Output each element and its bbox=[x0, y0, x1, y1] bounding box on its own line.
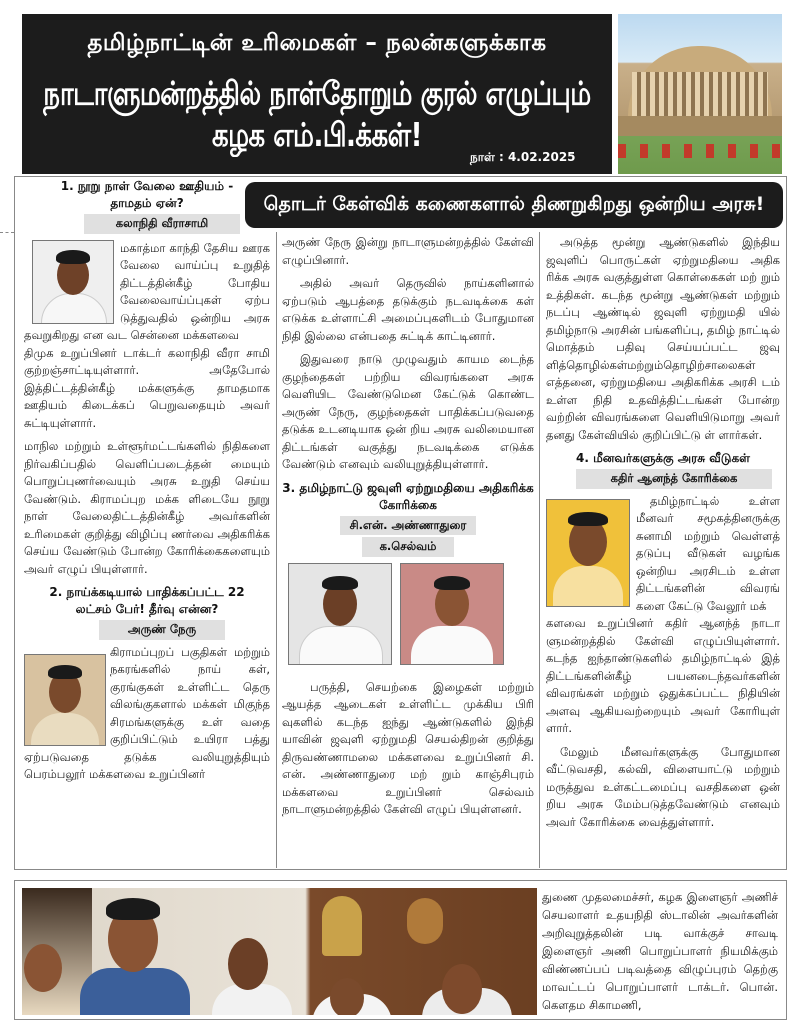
item-4-heading: 4. மீனவர்களுக்கு அரசு வீடுகள் bbox=[575, 451, 750, 465]
item-3-heading: 3. தமிழ்நாட்டு ஜவுளி ஏற்றுமதியை அதிகரிக்க கோரிக்கை bbox=[282, 480, 534, 512]
item-4-para-1: தமிழ்நாட்டில் உள்ள மீனவர் சமூகத்தினருக்கு சுனாமி மற்றும் வெள்ளத் தடுப்பு வீடுகள் வழங்க ஒன்றிய அரசிடம் உள்ள திட்டங்களின் விவரங் களை கேட்டு வேலூர் மக் bbox=[636, 493, 780, 613]
kathir-anand-photo bbox=[546, 499, 630, 607]
item-1-byline: கலாநிதி வீராசாமி bbox=[84, 214, 240, 234]
annadurai-photo bbox=[288, 563, 392, 665]
column-3 bbox=[546, 234, 780, 837]
item-1-para-1b: திமுக உறுப்பினர் டாக்டர் கலாநிதி வீரா சாமி குற்றஞ்சாட்டியுள்ளார். அதேபோல் இத்திட்டத்தின்கீழ் மக்களுக்கு தாமதமாக ஊதியம் கிடைக்கப் பெறுவதையும் அவர் சுட்டியுள்ளார். bbox=[24, 345, 270, 430]
cut-line bbox=[0, 232, 14, 233]
item-2-para-2: அருண் நேரு இன்று நாடாளுமன்றத்தில் கேள்வி எழுப்பினார். bbox=[282, 235, 534, 267]
column-divider bbox=[276, 232, 277, 868]
item-3-photos bbox=[282, 563, 534, 671]
group-photo bbox=[22, 888, 537, 1015]
item-2-para-3: அதில் அவர் தெருவில் நாய்களினால் ஏற்படும் ஆபத்தை தடுக்கும் நடவடிக்கை கள் எடுக்க உள்ளாட்சி அமைப்புகளிடம் போதுமான நிதி இல்லை என்பதை சுட்டிக் காட்டினார். bbox=[282, 276, 534, 343]
selvam-photo bbox=[400, 563, 504, 665]
column-2 bbox=[282, 234, 534, 825]
item-3-para-2: அடுத்த மூன்று ஆண்டுகளில் இந்திய ஜவுளிப் பொருட்கள் ஏற்றுமதியை அதிக ரிக்க அரசு வகுத்துள்ள கொள்கைகள் மற் றும் உத்திகள். கடந்த மூன்று ஆண்டுகள் மற்றும் நடப்பு ஆண்டில் ஜவுளி ஏற்றுமதி யில் தமிழ்நாடு அரசின் பங்களிப்பு, தமிழ் நாட்டில் மொத்தம் பதிவு செய்யப்பட்ட ஜவு ளித்தொழில்கள்மற்றும்தொழிற்சாலைகள் எத்தனை, ஏற்றுமதியை அதிகரிக்க அரசி டம் உள்ள நிதி உதவித்திட்டங்கள் போன்ற வற்றின் விவரங்களை வெளியிடுமாறு அவர் தனது கேள்வியில் குறிப்பிட்டு ள் ளார்கள். bbox=[546, 235, 780, 442]
parliament-photo bbox=[618, 14, 782, 174]
item-2-byline: அருண் நேரு bbox=[99, 620, 225, 640]
item-1-heading: 1. நூறு நாள் வேலை ஊதியம் - தாமதம் ஏன்? bbox=[60, 179, 234, 210]
kalanidhi-photo bbox=[32, 240, 114, 324]
masthead-headline: நாடாளுமன்றத்தில் நாள்தோறும் குரல் எழுப்பும் கழக எம்.பி.க்கள்! bbox=[43, 75, 591, 155]
item-2-para-4: இதுவரை நாடு முழுவதும் காயம டைந்த குழந்தைகள் பற்றிய விவரங்களை அரசு வெளியிட வேண்டுமென கேட்டுக் கொண்ட அருண் நேரு, குழந்தைகள் பாதிக்கப்படுவதை தடுக்க உடனடியாக ஒன் றிய அரசு வலிமையான திட்டங்கள் வகுத்து நடவடிக்கை எடுக்க வேண்டும் எனவும் வலியுறுத்தியுள்ளார். bbox=[282, 352, 534, 471]
column-divider bbox=[539, 232, 540, 868]
item-4-para-2: மேலும் மீனவர்களுக்கு போதுமான வீட்டுவசதி, கல்வி, விளையாட்டு மற்றும் மருத்துவ உள்கட்டமைப்பு வசதிகளை ஒன் றிய அரசு மேம்படுத்தவேண்டும் எனவும் அவர் கோரிக்கை வைத்துள்ளார். bbox=[546, 744, 780, 829]
section-banner: தொடர் கேள்விக் கணைகளால் திணறுகிறது ஒன்றிய அரசு! bbox=[245, 182, 783, 228]
item-2-para-1: கிராமப்புறப் பகுதிகள் மற்றும் நகரங்களில் நாய் கள், குரங்குகள் உள்ளிட்ட தெரு விலங்குகளால் மக்கள் மிகுந்த சிரமங்களுக்கு உள் வதை குறிப்பிட்டும் உயிரா பத்து ஏற்படுவதை தடுக்க வலியுறுத்தியும் பெரம்பலூர் மக்களவை உறுப்பினர் bbox=[24, 644, 270, 781]
item-3-para-1: பருத்தி, செயற்கை இழைகள் மற்றும் ஆயத்த ஆடைகள் உள்ளிட்ட முக்கிய பிரி வுகளில் கடந்த ஐந்து ஆண்டுகளில் இந்தி யாவின் ஜவுளி ஏற்றுமதி செயல்திறன் குறித்து திருவண்ணாமலை மக்களவை உறுப்பினர் சி. என். அண்ணாதுரை மற் றும் காஞ்சிபுரம் மக்களவை உறுப்பினர் செல்வம் நாடாளுமன்றத்தில் கேள்வி எழுப் பியுள்ளனர். bbox=[282, 679, 534, 816]
item-3-byline-2: க.செல்வம் bbox=[362, 537, 454, 557]
arun-nehru-photo bbox=[24, 654, 104, 746]
item-1-para-1: மகாத்மா காந்தி தேசிய ஊரக வேலை வாய்ப்பு உறுதித் திட்டத்தின்கீழ் போதிய வேலைவாய்ப்புகள் ஏற்ப டுத்துவதில் ஒன்றிய அரசு தவறுகிறது என வட சென்னை மக்களவை bbox=[24, 240, 270, 342]
item-4-byline: கதிர் ஆனந்த் கோரிக்கை bbox=[576, 469, 772, 489]
item-3-byline-1: சி.என். அண்ணாதுரை bbox=[340, 516, 476, 536]
item-2-heading: 2. நாய்க்கடியால் பாதிக்கப்பட்ட 22 லட்சம் பேர்! தீர்வு என்ன? bbox=[49, 585, 245, 616]
issue-date: நாள் : 4.02.2025 bbox=[470, 150, 576, 164]
item-1-para-2: மாநில மற்றும் உள்ளூர்மட்டங்களில் நிதிகளை நிர்வகிப்பதில் வெளிப்படைத்தன் மையும் பொறுப்புணர்வையும் அரசு உறுதி செய்ய வேண்டும். கிராமப்புற மக்க ளிடையே நூறு நாள் வேலைதிட்டத்தின்கீழ் அவர்களின் உரிமைகள் குறித்து விழிப்பு ணர்வை அதிகரிக்க செய்ய வேண்டும் போன்ற கோரிக்கைகளையும் அவர் எழுப் பியுள்ளார். bbox=[24, 439, 270, 576]
item-4-para-1b: களவை உறுப்பினர் கதிர் ஆனந்த் நாடா ளுமன்றத்தில் கேள்வி எழுப்பியுள்ளார். கடந்த ஐந்தாண்டுகளில் தமிழ்நாட்டில் இத் திட்டங்களின்கீழ் பயனடைந்தவர்களின் விவரங்கள் மற்றும் ஒதுக்கப்பட்ட நிதியின் அளவு ஆகியவற்றையும் அவர் கோரியுள் ளார். bbox=[546, 616, 780, 735]
column-1 bbox=[24, 178, 270, 784]
bottom-story-text: துணை முதலமைச்சர், கழக இளைஞர் அணிச் செயலாளர் உதயநிதி ஸ்டாலின் அவர்களின் அறிவுறுத்தலின் படி வாக்குச் சாவடி இளைஞர் அணி பொறுப்பாளர் நியமிக்கும் விண்ணப்பப் படிவத்தை விழுப்புரம் தெற்கு மாவட்டப் பொறுப்பாளர் டாக்டர். பொன். கௌதம சிகாமணி, bbox=[542, 890, 778, 1012]
masthead-kicker: தமிழ்நாட்டின் உரிமைகள் – நலன்களுக்காக bbox=[87, 30, 547, 56]
